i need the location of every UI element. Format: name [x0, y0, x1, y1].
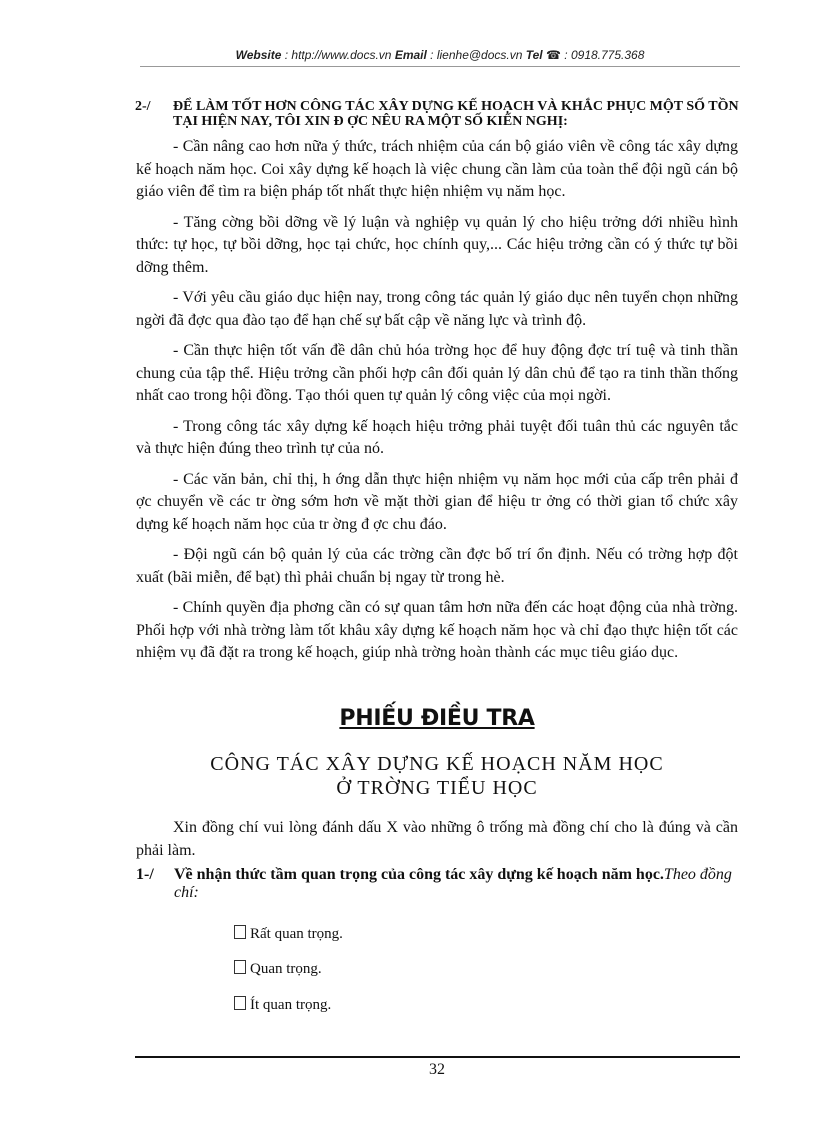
website-label: Website: [235, 48, 282, 62]
section-title: ĐỂ LÀM TỐT HƠN CÔNG TÁC XÂY DỰNG KẾ HOẠCH VÀ KHẮC PHỤC MỘT SỐ TỒN TẠI HIỆN NAY, TÔI XIN Đ ỢC NÊU RA MỘT SỐ KIẾN NGHỊ:: [173, 99, 739, 129]
checkbox[interactable]: [234, 925, 246, 939]
option-label: Rất quan trọng.: [250, 926, 343, 942]
section-number: 2-/: [135, 99, 151, 114]
paragraph: - Chính quyền địa phơng cần có sự quan tâm hơn nữa đến các hoạt động của nhà trờng. Phối hợp với nhà trờng làm tốt khâu xây dựng kế hoạch năm học và chỉ đạo thực hiện tốt các nhiệm vụ đã đặt ra trong kế hoạch, giúp nhà trờng hoàn thành các mục tiêu giáo dục.: [136, 599, 738, 661]
tel-label: Tel: [525, 48, 543, 62]
option-item[interactable]: [234, 996, 331, 1014]
option-item[interactable]: [234, 925, 343, 943]
document-body: [136, 136, 738, 673]
survey-title: PHIẾU ĐIỀU TRA: [339, 706, 535, 731]
question-text-bold: Về nhận thức tầm quan trọng của công tác xây dựng kế hoạch năm học.: [174, 866, 664, 883]
checkbox[interactable]: [234, 960, 246, 974]
email-label: Email: [394, 48, 427, 62]
tel-value: : 0918.775.368: [564, 48, 645, 62]
option-label: Quan trọng.: [250, 961, 322, 977]
checkbox[interactable]: [234, 996, 246, 1010]
phone-icon: ☎: [546, 48, 561, 62]
email-value: : lienhe@docs.vn: [430, 48, 523, 62]
option-item[interactable]: [234, 960, 322, 978]
website-value: : http://www.docs.vn: [284, 48, 392, 62]
question-1: [136, 866, 740, 902]
page-header: [140, 48, 740, 62]
subtitle-line-2: Ở TRỜNG TIỂU HỌC: [336, 777, 538, 799]
question-text-italic: Theo đồng chí:: [174, 866, 732, 901]
paragraph: - Đội ngũ cán bộ quản lý của các trờng cần đợc bố trí ổn định. Nếu có trờng hợp đột xuất (bãi miễn, để bạt) thì phải chuẩn bị ngay từ trong hè.: [136, 546, 738, 586]
subtitle-line-1: CÔNG TÁC XÂY DỰNG KẾ HOẠCH NĂM HỌC: [210, 753, 664, 775]
footer-divider: [135, 1056, 740, 1058]
section-heading: [135, 99, 740, 129]
paragraph: - Với yêu cầu giáo dục hiện nay, trong công tác quản lý giáo dục nên tuyển chọn những ngời đã đợc qua đào tạo để hạn chế sự bất cập về năng lực và trình độ.: [136, 289, 738, 329]
paragraph: - Cần nâng cao hơn nữa ý thức, trách nhiệm của cán bộ giáo viên về công tác xây dựng kế hoạch năm học. Coi xây dựng kế hoạch là việc chung cần làm của toàn thể đội ngũ cán bộ giáo viên để tìm ra biện pháp tốt nhất thực hiện nhiệm vụ năm học.: [136, 138, 738, 200]
paragraph: - Cần thực hiện tốt vấn đề dân chủ hóa trờng học để huy động đợc trí tuệ và tinh thần chung của tập thể. Hiệu trởng cần phối hợp cân đối quản lý dân chủ để tạo ra tinh thần thống nhất cao trong hội đồng. Tạo thói quen tự quản lý công việc của mọi ngời.: [136, 342, 738, 404]
paragraph: - Các văn bản, chỉ thị, h ớng dẫn thực hiện nhiệm vụ năm học mới của cấp trên phải đ ợc chuyển về các tr ờng sớm hơn về mặt thời gian để hiệu tr ởng có thời gian tổ chức xây dựng kế hoạch năm học của tr ờng đ ợc chu đáo.: [136, 470, 738, 533]
option-label: Ít quan trọng.: [250, 997, 332, 1013]
paragraph: - Tăng cờng bồi dỡng về lý luận và nghiệp vụ quản lý cho hiệu trởng dới nhiều hình thức: tự học, tự bồi dỡng, học tại chức, học chính quy,... Các hiệu trởng cần có ý thức tự bồi dỡng thêm.: [136, 213, 738, 276]
paragraph: - Trong công tác xây dựng kế hoạch hiệu trởng phải tuyệt đối tuân thủ các nguyên tắc và thực hiện đúng theo trình tự của nó.: [136, 417, 738, 457]
header-divider: [140, 66, 740, 67]
question-text: [174, 866, 740, 902]
survey-subtitle: [136, 752, 738, 800]
survey-intro: Xin đồng chí vui lòng đánh dấu X vào những ô trống mà đồng chí cho là đúng và cần phải làm.: [136, 819, 738, 859]
page-number: 32: [429, 1061, 445, 1078]
question-number: 1-/: [136, 866, 154, 883]
